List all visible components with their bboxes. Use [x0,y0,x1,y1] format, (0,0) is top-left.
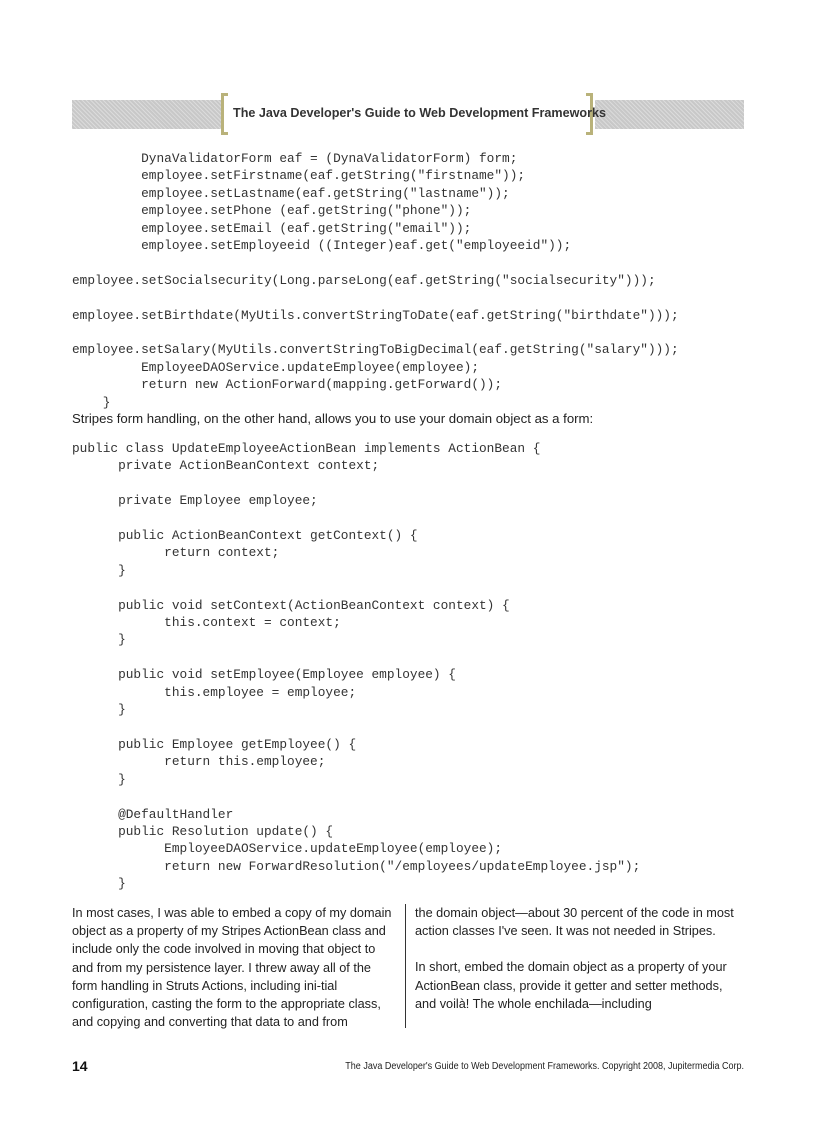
column-divider [405,904,406,1028]
intro-paragraph: Stripes form handling, on the other hand, allows you to use your domain object as a form: [72,411,594,426]
page-number: 14 [72,1058,88,1074]
header-left-bracket [221,93,228,135]
right-paragraph-1: the domain object—about 30 percent of the code in most action classes I've seen. It was not needed in Stripes. [415,906,734,939]
footer-copyright: The Java Developer's Guide to Web Development Frameworks. Copyright 2008, Jupitermedia Corp. [345,1061,744,1072]
header-title: The Java Developer's Guide to Web Development Frameworks [233,106,606,120]
left-paragraph: In most cases, I was able to embed a copy of my domain object as a property of my Stripes ActionBean class and include only the code involved in moving that object to and from my persistence layer. I threw away all of the form handling in Struts Actions, including ini-tial configuration, casting the form to the appropriate class, and copying and converting that data to and from [72,906,392,1030]
right-column [415,904,745,1031]
code-block-stripes: public class UpdateEmployeeActionBean implements ActionBean { private ActionBeanContext context; private Employee employee; public ActionBeanContext getContext() { return context; } public void setContext(ActionBeanContext context) { this.context = context; } public void setEmployee(Employee employee) { this.employee = employee; } public Employee getEmployee() { return this.employee; } @DefaultHandler public Resolution update() { EmployeeDAOService.updateEmployee(employee); return new ForwardResolution("/employees/updateEmployee.jsp"); } [72,441,641,892]
left-column [72,904,397,1049]
right-paragraph-2: In short, embed the domain object as a property of your ActionBean class, provide it getter and setter methods, and voilà! The whole enchilada—including [415,960,727,1011]
code-block-struts: DynaValidatorForm eaf = (DynaValidatorForm) form; employee.setFirstname(eaf.getString("firstname")); employee.setLastname(eaf.getString("lastname")); employee.setPhone (eaf.getString("phone")); employee.setEmail (eaf.getString("email")); employee.setEmployeeid ((Integer)eaf.get("employeeid")); employee.setSocialsecurity(Long.parseLong(eaf.getString("socialsecurity"))); employee.setBirthdate(MyUtils.convertStringToDate(eaf.getString("birthdate"))); employee.setSalary(MyUtils.convertStringToBigDecimal(eaf.getString("salary"))); EmployeeDAOService.updateEmployee(employee); return new ActionForward(mapping.getForward()); } [72,151,679,410]
